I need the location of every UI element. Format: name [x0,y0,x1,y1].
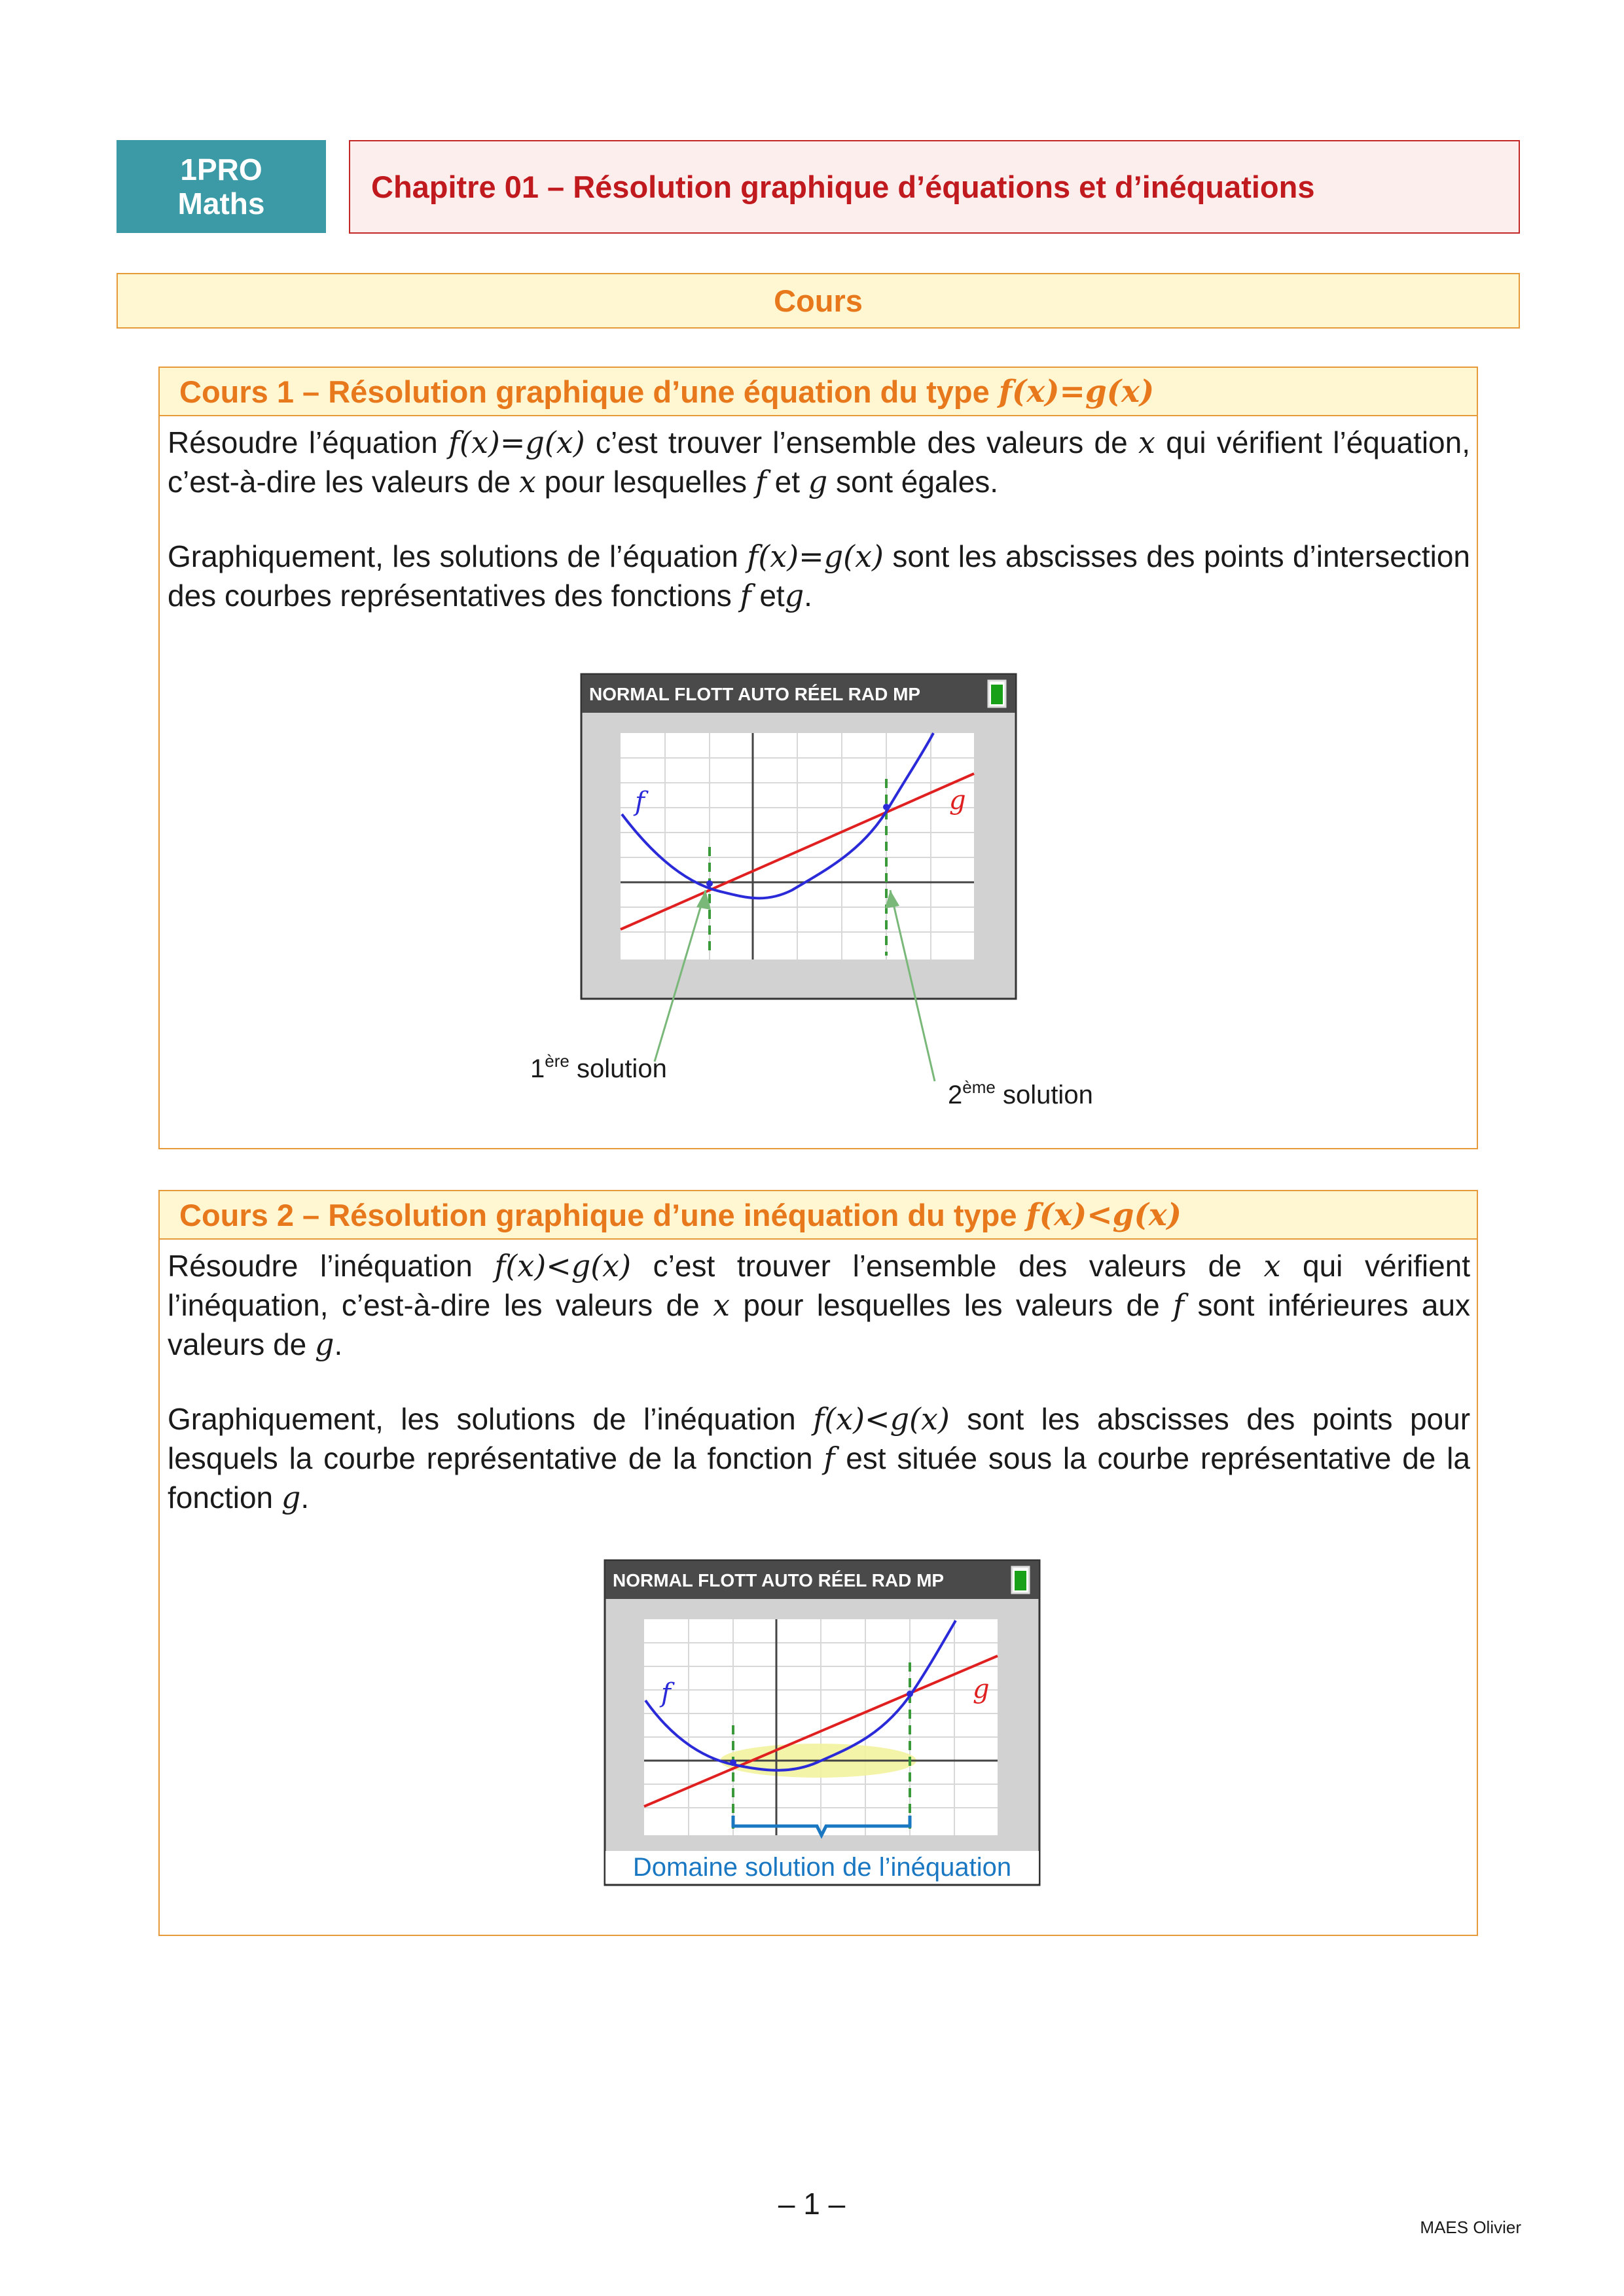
label-f: f [661,1678,671,1708]
intersection-1 [730,1759,736,1766]
author: MAES Olivier [1420,2217,1521,2237]
solution-2-label: 2ème solution [948,1077,1093,1109]
math: x [1263,1248,1281,1283]
math: f(x)=g(x) [747,539,884,574]
figure-2-calculator-graph [602,1558,1047,1898]
section-banner [117,273,1520,329]
calc-status-text: NORMAL FLOTT AUTO RÉEL RAD MP [613,1570,945,1590]
text: . [804,579,812,613]
text: sont égales. [836,465,999,499]
cours2-title-math: f(x)<g(x) [1026,1196,1182,1233]
battery-level [1015,1571,1026,1590]
badge-line-1: 1PRO [180,152,262,187]
solution-1-label: 1ère solution [530,1051,667,1083]
label-f: f [635,787,645,817]
math: g [281,1480,301,1515]
text: sont les abscisses des points pour lesquels la courbe représentative de la fonction [168,1402,1471,1475]
text: Résoudre l’inéquation [168,1249,473,1283]
text: qui vérifient l’inéquation, c’est-à-dire les valeurs de [168,1249,1471,1322]
math: f [1173,1287,1185,1323]
intersection-1 [706,880,713,887]
text: et [759,579,785,613]
cours1-title-math: f(x)=g(x) [998,373,1155,410]
math: f [755,464,767,499]
cours1-paragraph-2 [168,537,1470,615]
text: pour lesquelles les valeurs de [743,1288,1160,1322]
text: . [334,1327,343,1361]
text: . [300,1480,310,1515]
calc-status-text: NORMAL FLOTT AUTO RÉEL RAD MP [589,684,921,704]
chapter-title: Chapitre 01 – Résolution graphique d’équations et d’inéquations [371,170,1315,204]
battery-level [991,685,1003,704]
math: x [1138,425,1155,460]
math: g [808,464,828,499]
math: f(x)<g(x) [494,1248,632,1283]
page-number: – 1 – [778,2187,846,2221]
cours1-title: Cours 1 – Résolution graphique d’une équation du type [179,374,990,409]
text: Graphiquement, les solutions de l’inéquation [168,1402,796,1436]
text: Résoudre l’équation [168,425,438,459]
cours2-title: Cours 2 – Résolution graphique d’une inéquation du type [179,1197,1017,1232]
math: f [740,578,751,613]
intersection-2 [907,1691,913,1697]
math: f [823,1441,835,1476]
domain-label: Domaine solution de l’inéquation [632,1853,1012,1882]
cours2-paragraph-2 [168,1399,1470,1517]
label-g: g [973,1674,990,1704]
math: g [315,1327,334,1362]
text: est située sous la courbe représentative de la fonction [168,1441,1470,1515]
cours1-header [160,368,1477,416]
text: Graphiquement, les solutions de l’équation [168,539,738,573]
math: g [784,578,804,613]
section-title: Cours [774,283,863,318]
math: f(x)<g(x) [813,1401,950,1437]
text: et [774,465,801,499]
text: sont inférieures aux valeurs de [168,1288,1471,1361]
text: c’est trouver l’ensemble des valeurs de [653,1249,1242,1283]
cours2-header [160,1191,1477,1240]
text: qui vérifient l’équation, c’est-à-dire les valeurs de [168,425,1471,499]
badge-line-2: Maths [177,187,265,221]
chapter-title-box [349,140,1520,234]
cours2-paragraph-1 [168,1246,1470,1364]
level-badge [117,140,326,233]
intersection-2 [883,804,890,810]
text: sont les abscisses des points d’intersection des courbes représentatives des fonctions [168,539,1471,613]
figure-1-calculator-graph [497,668,1152,1113]
math: f(x)=g(x) [448,425,585,460]
cours1-paragraph-1 [168,423,1470,501]
math: x [518,464,536,499]
text: pour lesquelles [544,465,748,499]
label-g: g [949,785,966,816]
math: x [713,1287,731,1323]
text: c’est trouver l’ensemble des valeurs de [595,425,1128,459]
